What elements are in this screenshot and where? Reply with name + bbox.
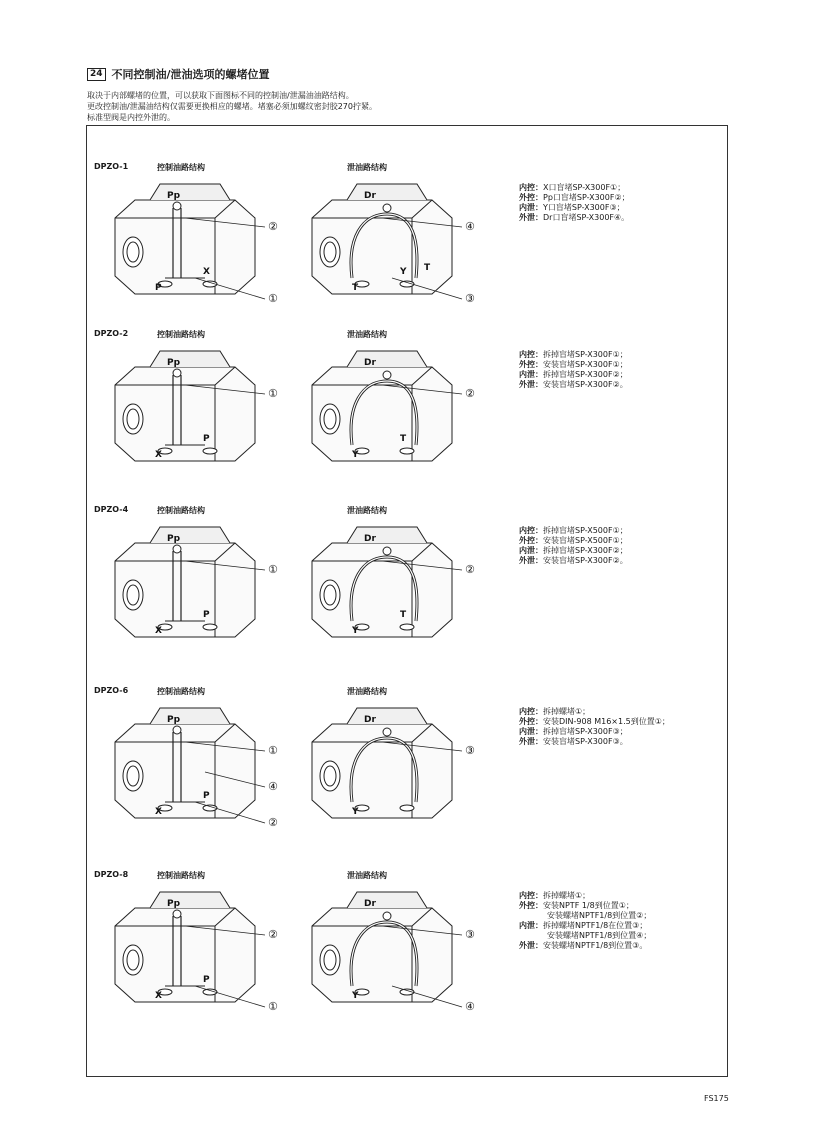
plug-notes: [519, 891, 651, 951]
valve-cover: [347, 892, 427, 908]
note-value: 安装盲堵SP-X300F②。: [543, 556, 628, 565]
model-label: DPZO-4: [94, 505, 129, 514]
note-key: 外泄：: [519, 941, 543, 950]
valve-cover: [150, 351, 230, 367]
note-key: 内控：: [519, 707, 543, 716]
note-line: [519, 941, 651, 951]
port-label: Y: [400, 267, 407, 277]
valve-cover: [150, 527, 230, 543]
note-line: [519, 921, 651, 931]
bottom-port: [400, 624, 414, 630]
note-value: 安装NPTF 1/8到位置①；: [543, 901, 634, 910]
section-number: 24: [87, 68, 106, 81]
pilot-port-plug: [173, 910, 181, 918]
drain-diagram: [292, 178, 482, 313]
note-key: 内泄：: [519, 921, 543, 930]
note-line: [519, 931, 651, 941]
port-label: T: [352, 283, 359, 293]
control-structure-label: 控制油路结构: [157, 163, 205, 172]
note-line: [519, 380, 628, 390]
callout-number: ①: [268, 292, 278, 305]
note-key: 外控：: [519, 901, 543, 910]
callout-number: ②: [268, 220, 278, 233]
port-label: Dr: [364, 191, 376, 201]
note-line: [519, 727, 670, 737]
bottom-port: [203, 624, 217, 630]
note-key: 内泄：: [519, 203, 543, 212]
port-label: T: [400, 610, 407, 620]
note-value: 安装盲堵SP-X300F①；: [543, 360, 628, 369]
callout-number: ③: [465, 928, 475, 941]
note-value: Y口盲堵SP-X300F③；: [543, 203, 625, 212]
port-label: P: [155, 283, 162, 293]
valve-cover: [150, 708, 230, 724]
drain-port-plug: [383, 547, 391, 555]
intro-line: 标准型阀是内控外泄的。: [87, 113, 175, 122]
note-line: [519, 203, 630, 213]
note-value: 安装盲堵SP-X300F②。: [543, 380, 628, 389]
drain-diagram: [292, 345, 482, 480]
note-line: [519, 536, 628, 546]
port-label: P: [203, 434, 210, 444]
control-diagram: [95, 345, 285, 480]
port-label: T: [400, 434, 407, 444]
callout-number: ③: [465, 744, 475, 757]
model-label: DPZO-8: [94, 870, 129, 879]
note-key: 内控：: [519, 526, 543, 535]
note-line: [519, 213, 630, 223]
plug-notes: [519, 526, 628, 566]
model-label: DPZO-2: [94, 329, 129, 338]
note-value: 拆掉盲堵SP-X300F③；: [543, 727, 628, 736]
note-line: [519, 360, 628, 370]
pilot-port-plug: [173, 202, 181, 210]
note-key: 外泄：: [519, 556, 543, 565]
port-label: Dr: [364, 899, 376, 909]
callout-number: ②: [465, 563, 475, 576]
port-label: Pp: [167, 358, 181, 368]
section-header: [87, 66, 727, 123]
drain-diagram: [292, 702, 482, 837]
port-label: Dr: [364, 715, 376, 725]
control-diagram: [95, 886, 285, 1021]
note-key: 内控：: [519, 350, 543, 359]
note-value: Pp口盲堵SP-X300F②；: [543, 193, 630, 202]
port-label: Y: [352, 450, 359, 460]
note-key: 外泄：: [519, 380, 543, 389]
note-line: [519, 717, 670, 727]
callout-number: ④: [268, 780, 278, 793]
intro-line: 更改控制油/泄漏油结构仅需要更换相应的螺堵。堵塞必须加螺纹密封胶270拧紧。: [87, 102, 377, 111]
port-label: Pp: [167, 534, 181, 544]
bottom-port: [203, 448, 217, 454]
callout-number: ④: [465, 1000, 475, 1013]
note-value: 拆掉螺堵NPTF1/8在位置③；: [543, 921, 648, 930]
note-line: [519, 891, 651, 901]
drain-structure-label: 泄油路结构: [347, 330, 387, 339]
pilot-port-plug: [173, 726, 181, 734]
port-label: X: [155, 626, 162, 636]
control-diagram: [95, 178, 285, 313]
pilot-port-plug: [173, 545, 181, 553]
port-label: Pp: [167, 715, 181, 725]
note-value: 拆掉盲堵SP-X500F①；: [543, 526, 628, 535]
plug-notes: [519, 350, 628, 390]
drain-structure-label: 泄油路结构: [347, 687, 387, 696]
note-line: [519, 707, 670, 717]
callout-number: ②: [268, 928, 278, 941]
drain-port-plug: [383, 728, 391, 736]
port-label: X: [203, 267, 210, 277]
note-line: [519, 350, 628, 360]
drain-structure-label: 泄油路结构: [347, 163, 387, 172]
valve-cover: [347, 351, 427, 367]
control-structure-label: 控制油路结构: [157, 687, 205, 696]
drain-structure-label: 泄油路结构: [347, 506, 387, 515]
port-label: P: [203, 610, 210, 620]
drain-diagram: [292, 521, 482, 656]
note-line: [519, 556, 628, 566]
valve-cover: [347, 527, 427, 543]
page-code: FS175: [704, 1094, 729, 1103]
control-structure-label: 控制油路结构: [157, 871, 205, 880]
callout-number: ①: [268, 744, 278, 757]
note-key: 内控：: [519, 183, 543, 192]
note-line: [519, 911, 651, 921]
note-key: 外控：: [519, 360, 543, 369]
intro-text: [87, 90, 727, 123]
control-structure-label: 控制油路结构: [157, 506, 205, 515]
note-line: [519, 901, 651, 911]
port-label: Y: [352, 991, 359, 1001]
note-value: X口盲堵SP-X300F①；: [543, 183, 626, 192]
pilot-port-plug: [173, 369, 181, 377]
control-diagram: [95, 702, 285, 837]
port-label: Pp: [167, 191, 181, 201]
note-key: 内泄：: [519, 546, 543, 555]
note-value: Dr口盲堵SP-X300F④。: [543, 213, 630, 222]
note-key: 外泄：: [519, 737, 543, 746]
callout-number: ④: [465, 220, 475, 233]
note-value: 安装螺堵NPTF1/8到位置④；: [547, 931, 652, 940]
note-key: 外控：: [519, 193, 543, 202]
drain-port-plug: [383, 371, 391, 379]
note-value: 安装盲堵SP-X500F①；: [543, 536, 628, 545]
note-value: 拆掉螺堵①；: [543, 891, 591, 900]
note-line: [519, 737, 670, 747]
note-key: 外控：: [519, 536, 543, 545]
port-label: X: [155, 807, 162, 817]
note-value: 拆掉盲堵SP-X300F②；: [543, 370, 628, 379]
note-value: 拆掉盲堵SP-X300F①；: [543, 350, 628, 359]
valve-cover: [347, 708, 427, 724]
port-label: T: [424, 263, 431, 273]
note-value: 拆掉螺堵①；: [543, 707, 591, 716]
valve-cover: [150, 892, 230, 908]
bottom-port: [400, 448, 414, 454]
note-key: 外控：: [519, 717, 543, 726]
drain-port-plug: [383, 204, 391, 212]
port-label: Y: [352, 807, 359, 817]
port-label: P: [203, 975, 210, 985]
note-line: [519, 546, 628, 556]
callout-number: ②: [268, 816, 278, 829]
callout-number: ①: [268, 1000, 278, 1013]
callout-number: ①: [268, 387, 278, 400]
port-label: Y: [352, 626, 359, 636]
callout-number: ③: [465, 292, 475, 305]
note-line: [519, 526, 628, 536]
port-label: X: [155, 991, 162, 1001]
note-key: 内控：: [519, 891, 543, 900]
bottom-port: [400, 805, 414, 811]
note-line: [519, 183, 630, 193]
control-structure-label: 控制油路结构: [157, 330, 205, 339]
section-title: 不同控制油/泄油选项的螺堵位置: [111, 68, 270, 81]
drain-port-plug: [383, 912, 391, 920]
note-line: [519, 370, 628, 380]
model-label: DPZO-6: [94, 686, 129, 695]
note-line: [519, 193, 630, 203]
valve-cover: [347, 184, 427, 200]
model-label: DPZO-1: [94, 162, 129, 171]
plug-notes: [519, 707, 670, 747]
valve-cover: [150, 184, 230, 200]
plug-notes: [519, 183, 630, 223]
intro-line: 取决于内部螺堵的位置，可以获取下面图标不同的控制油/泄漏油油路结构。: [87, 91, 354, 100]
port-label: Dr: [364, 358, 376, 368]
note-key: 内泄：: [519, 370, 543, 379]
port-label: Dr: [364, 534, 376, 544]
note-value: 安装螺堵NPTF1/8到位置②；: [547, 911, 652, 920]
port-label: P: [203, 791, 210, 801]
control-diagram: [95, 521, 285, 656]
callout-number: ②: [465, 387, 475, 400]
port-label: X: [155, 450, 162, 460]
drain-diagram: [292, 886, 482, 1021]
note-value: 安装盲堵SP-X300F③。: [543, 737, 628, 746]
callout-number: ①: [268, 563, 278, 576]
drain-structure-label: 泄油路结构: [347, 871, 387, 880]
note-key: 外泄：: [519, 213, 543, 222]
note-value: 安装DIN-908 M16×1.5到位置①；: [543, 717, 670, 726]
note-key: 内泄：: [519, 727, 543, 736]
port-label: Pp: [167, 899, 181, 909]
note-value: 拆掉盲堵SP-X300F②；: [543, 546, 628, 555]
note-value: 安装螺堵NPTF1/8到位置③。: [543, 941, 648, 950]
